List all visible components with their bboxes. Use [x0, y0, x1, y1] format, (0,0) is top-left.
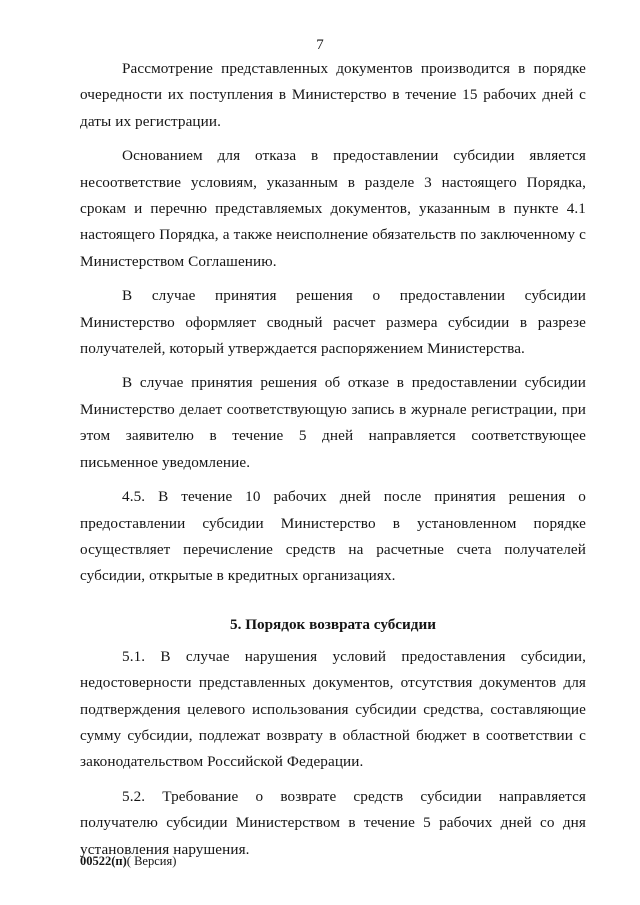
paragraph-grant-decision: В случае принятия решения о предоставлении субсидии Министерство оформляет сводный расчет размера субсидии в разрезе получателей, который утверждается распоряжением Министерства. — [80, 287, 586, 358]
version-label: ( Версия) — [126, 854, 177, 868]
page-number: 7 — [316, 37, 324, 53]
paragraph-refusal-decision: В случае принятия решения об отказе в предоставлении субсидии Министерство делает соответствующую запись в журнале регистрации, при этом заявителю в течение 5 дней направляется соответствующее письменное уведомление. — [80, 374, 586, 471]
paragraph-5-2-demand: 5.2. Требование о возврате средств субсидии направляется получателю субсидии Министерством в течение 5 рабочих дней со дня установления нарушения. — [80, 787, 586, 858]
paragraph-4-5-transfer: 4.5. В течение 10 рабочих дней после принятия решения о предоставлении субсидии Министерство в установленном порядке осуществляет перечисление средств на расчетные счета получателей субсидии, открытые в кредитных организациях. — [80, 488, 586, 585]
document-body — [80, 56, 586, 871]
paragraph-refusal-grounds: Основанием для отказа в предоставлении субсидии является несоответствие условиям, указанным в разделе 3 настоящего Порядка, срокам и перечню представляемых документов, указанным в пункте 4.1 настоящего Порядка, а также неисполнение обязательств по заключенному с Министерством Соглашению. — [80, 147, 586, 270]
doc-code: 00522(п) — [80, 854, 127, 868]
paragraph-5-1-return: 5.1. В случае нарушения условий предоставления субсидии, недостоверности представленных документов, отсутствия документов для подтверждения целевого использования субсидии средства, составляющие сумму субсидии, подлежат возврату в областной бюджет в соответствии с законодательством Российской Федерации. — [80, 647, 586, 771]
paragraph-review-order: Рассмотрение представленных документов производится в порядке очередности их поступления в Министерство в течение 15 рабочих дней с даты их регистрации. — [80, 60, 586, 130]
document-footer-code — [80, 854, 176, 869]
section-5-title: 5. Порядок возврата субсидии — [230, 615, 436, 633]
